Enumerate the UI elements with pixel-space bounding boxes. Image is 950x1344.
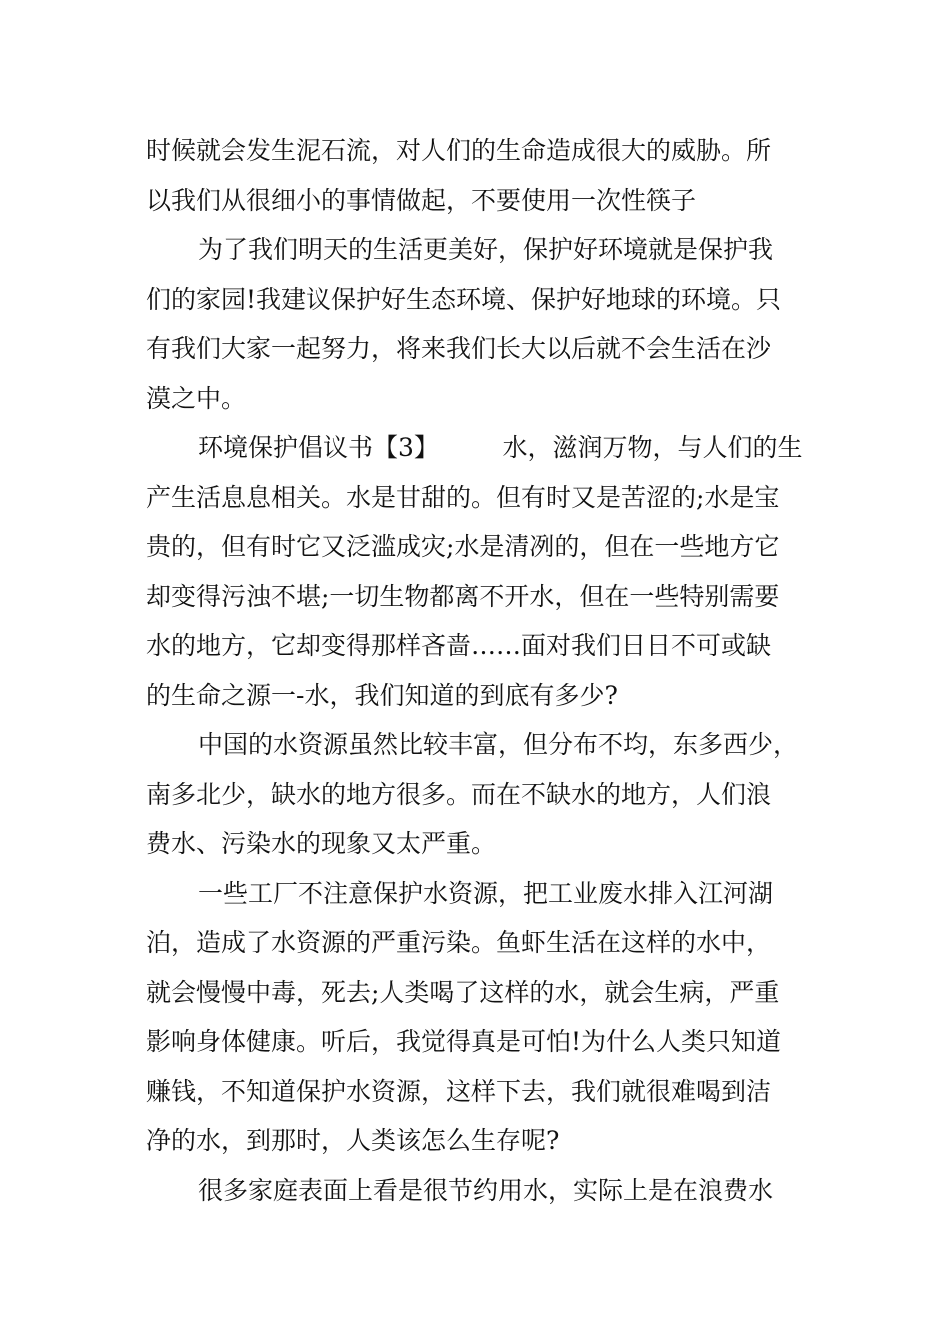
- text-line: 却变得污浊不堪;一切生物都离不开水，但在一些特别需要: [146, 581, 780, 611]
- paragraph-start-line: 为了我们明天的生活更美好，保护好环境就是保护我: [198, 235, 774, 264]
- paragraph-start-line: 很多家庭表面上看是很节约用水，实际上是在浪费水: [198, 1175, 774, 1205]
- text-line: 的生命之源一-水，我们知道的到底有多少?: [146, 680, 618, 710]
- text-line: 水的地方，它却变得那样吝啬……面对我们日日不可或缺: [146, 631, 772, 660]
- paragraph-start-line: 一些工厂不注意保护水资源，把工业废水排入江河湖: [198, 878, 774, 908]
- section-heading-line: 环境保护倡议书【3】 水，滋润万物，与人们的生: [198, 433, 803, 462]
- paragraph-start-line: 中国的水资源虽然比较丰富，但分布不均，东多西少，: [198, 730, 799, 759]
- text-line: 贵的，但有时它又泛滥成灾;水是清冽的，但在一些地方它: [146, 532, 780, 561]
- text-line: 费水、污染水的现象又太严重。: [146, 829, 497, 858]
- text-line: 有我们大家一起努力，将来我们长大以后就不会生活在沙: [146, 334, 772, 363]
- text-line: 就会慢慢中毒，死去;人类喝了这样的水，就会生病，严重: [146, 977, 780, 1007]
- text-line: 净的水，到那时，人类该怎么生存呢?: [146, 1126, 560, 1155]
- text-line: 产生活息息相关。水是甘甜的。但有时又是苦涩的;水是宝: [146, 482, 780, 512]
- text-line: 们的家园!我建议保护好生态环境、保护好地球的环境。只: [146, 284, 782, 314]
- text-line: 南多北少，缺水的地方很多。而在不缺水的地方，人们浪: [146, 779, 772, 809]
- text-line: 影响身体健康。听后，我觉得真是可怕!为什么人类只知道: [146, 1027, 782, 1056]
- document-page: [146, 126, 810, 1215]
- text-line: 赚钱，不知道保护水资源，这样下去，我们就很难喝到洁: [146, 1076, 772, 1106]
- text-line: 以我们从很细小的事情做起，不要使用一次性筷子: [146, 185, 697, 215]
- text-line: 漠之中。: [146, 383, 247, 413]
- text-line: 时候就会发生泥石流，对人们的生命造成很大的威胁。所: [146, 136, 772, 165]
- text-line: 泊，造成了水资源的严重污染。鱼虾生活在这样的水中，: [146, 928, 772, 957]
